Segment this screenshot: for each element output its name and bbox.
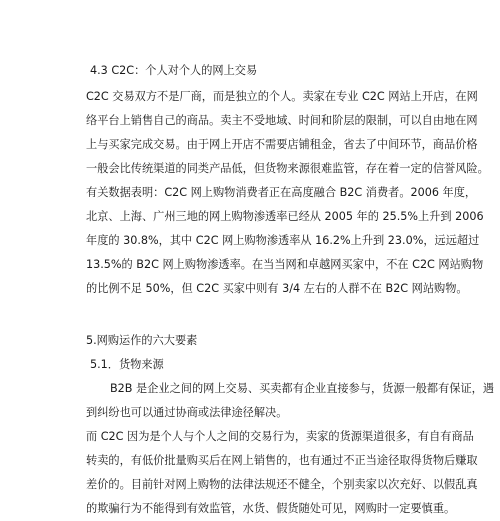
paragraph-line: 北京、上海、广州三地的网上购物渗透率已经从 2005 年的 25.5%上升到 2006 [86, 210, 484, 223]
paragraph-line: 的欺骗行为不能得到有效监管，水货、假货随处可见，网购时一定要慎重。 [86, 502, 456, 515]
section-heading-5-1: 5.1．货物来源 [90, 358, 164, 371]
paragraph-line: 上与买家完成交易。由于网上开店不需要店铺租金，省去了中间环节，商品价格 [86, 138, 478, 151]
paragraph-line: C2C 交易双方不是厂商，而是独立的个人。卖家在专业 C2C 网站上开店，在网 [86, 90, 478, 103]
paragraph-line: B2B 是企业之间的网上交易、买卖都有企业直接参与，货源一般都有保证，遇 [110, 382, 495, 395]
paragraph-line: 而 C2C 因为是个人与个人之间的交易行为，卖家的货源渠道很多，有自有商品 [86, 430, 474, 443]
paragraph-line: 到纠纷也可以通过协商或法律途径解决。 [86, 406, 288, 419]
paragraph-line: 差价的。目前针对网上购物的法律法规还不健全，个别卖家以次充好、以假乱真 [86, 478, 478, 491]
section-heading-5: 5.网购运作的六大要素 [86, 334, 198, 347]
paragraph-line: 有关数据表明：C2C 网上购物消费者正在高度融合 B2C 消费者。2006 年度， [86, 186, 477, 199]
paragraph-line: 转卖的，有低价批量购买后在网上销售的，也有通过不正当途径取得货物后赚取 [86, 454, 478, 467]
paragraph-line: 13.5%的 B2C 网上购物渗透率。在当当网和卓越网买家中，不在 C2C 网站购物 [86, 258, 484, 271]
section-heading-4-3: 4.3 C2C：个人对个人的网上交易 [90, 64, 258, 77]
paragraph-line: 络平台上销售自己的商品。卖主不受地域、时间和阶层的限制，可以自由地在网 [86, 114, 478, 127]
paragraph-line: 的比例不足 50%，但 C2C 买家中则有 3/4 左右的人群不在 B2C 网站购物。 [86, 282, 468, 295]
paragraph-line: 年度的 30.8%，其中 C2C 网上购物渗透率从 16.2%上升到 23.0%，远远超过 [86, 234, 480, 247]
paragraph-line: 一般会比传统渠道的同类产品低，但货物来源很难监管，存在着一定的信誉风险。 [86, 162, 489, 175]
